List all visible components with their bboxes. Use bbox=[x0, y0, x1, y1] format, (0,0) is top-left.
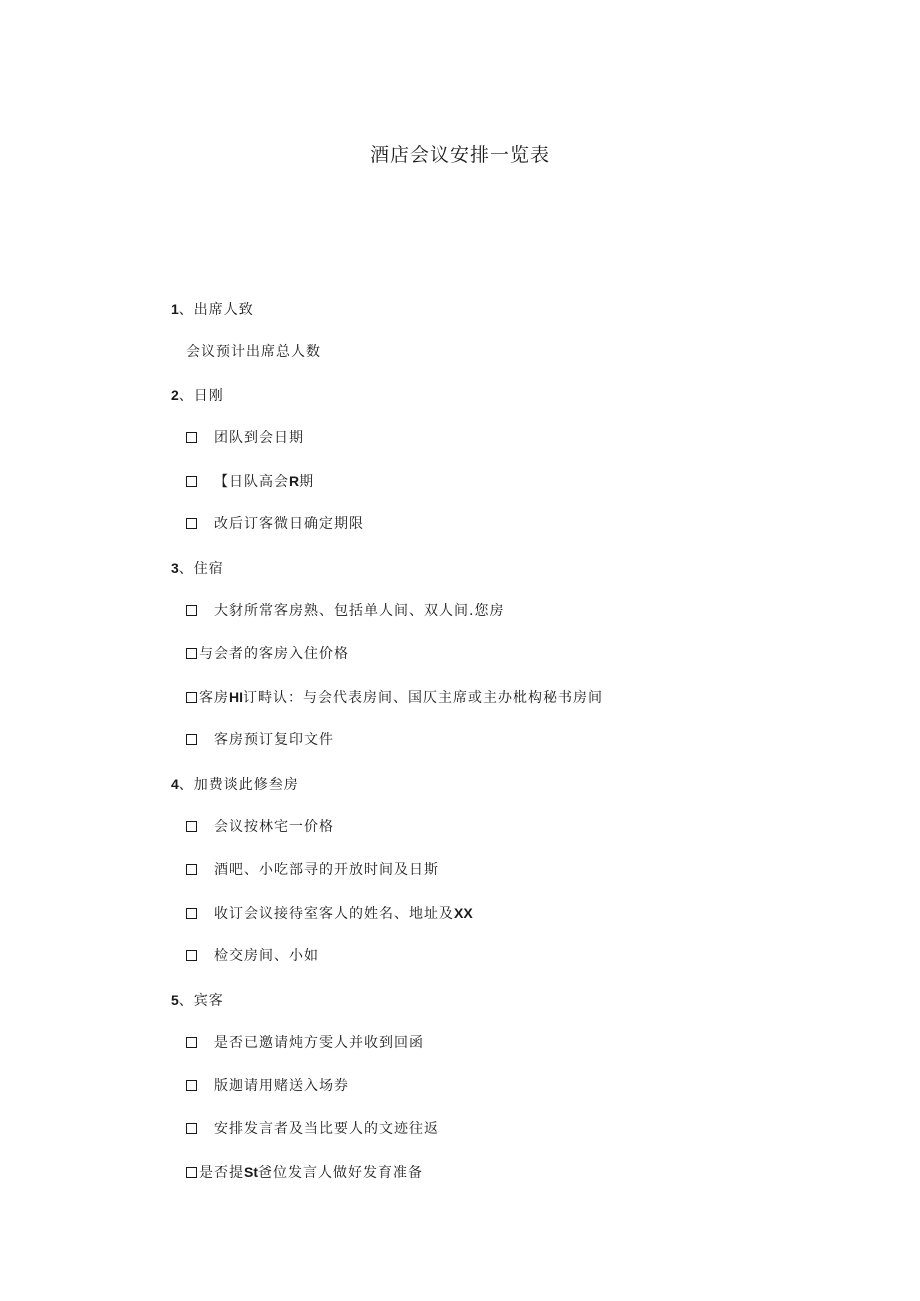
section-number: 5 bbox=[171, 992, 179, 1008]
section-number: 1 bbox=[171, 301, 179, 317]
section-label: 、住宿 bbox=[178, 561, 224, 577]
section-label: 、日刚 bbox=[178, 388, 224, 404]
checkbox-icon[interactable] bbox=[186, 1037, 197, 1048]
section-2-heading bbox=[171, 385, 224, 406]
checklist-item bbox=[186, 514, 364, 534]
checklist-item-text: 改后订客微日确定期限 bbox=[214, 516, 364, 532]
checklist-item-text: 期 bbox=[299, 474, 315, 490]
checklist-item bbox=[186, 860, 439, 880]
checkbox-icon[interactable] bbox=[186, 692, 197, 703]
checklist-item-text: 酒吧、小吃部寻的开放时间及日斯 bbox=[214, 862, 439, 878]
checklist-item bbox=[186, 903, 473, 924]
checklist-item-text: 是否提 bbox=[199, 1165, 244, 1181]
section-5-heading bbox=[171, 990, 224, 1011]
checklist-item-text: 会议按林宅一价格 bbox=[214, 819, 334, 835]
checklist-item-text: 客房 bbox=[199, 690, 229, 706]
checklist-item-text: 检交房间、小如 bbox=[214, 948, 319, 964]
section-number: 3 bbox=[171, 560, 179, 576]
checklist-item-text: 团队到会日期 bbox=[214, 430, 304, 446]
checkbox-icon[interactable] bbox=[186, 518, 197, 529]
section-label: 、加费谈此修叁房 bbox=[178, 777, 299, 793]
checklist-item bbox=[186, 1162, 423, 1183]
checklist-item bbox=[186, 730, 334, 750]
checkbox-icon[interactable] bbox=[186, 476, 197, 487]
checkbox-icon[interactable] bbox=[186, 864, 197, 875]
checklist-item bbox=[186, 644, 349, 664]
checklist-item-text: 收订会议接待室客人的姓名、地址及 bbox=[214, 906, 454, 922]
section-3-heading bbox=[171, 558, 224, 579]
checkbox-icon[interactable] bbox=[186, 1123, 197, 1134]
section-number: 4 bbox=[171, 776, 179, 792]
checkbox-icon[interactable] bbox=[186, 432, 197, 443]
checklist-item-text: 【日队高会 bbox=[214, 474, 289, 490]
checklist-item bbox=[186, 1033, 424, 1053]
section-4-heading bbox=[171, 774, 299, 795]
checklist-item bbox=[186, 817, 334, 837]
section-1-heading bbox=[171, 299, 254, 320]
checkbox-icon[interactable] bbox=[186, 821, 197, 832]
checklist-item-latin: St bbox=[244, 1164, 258, 1180]
checklist-item-latin: R bbox=[289, 473, 300, 489]
checkbox-icon[interactable] bbox=[186, 950, 197, 961]
checklist-item-latin: XX bbox=[454, 905, 473, 921]
checklist-item-text: 与会者的客房入住价格 bbox=[199, 646, 349, 662]
checklist-item bbox=[186, 428, 304, 448]
checklist-item-text: 客房预订复印文件 bbox=[214, 732, 334, 748]
checklist-item-text: 订畤认：与会代表房间、国仄主席或主办枇构秘书房间 bbox=[243, 690, 603, 706]
checklist-item-text: 安排发言者及当比要人的文迹往返 bbox=[214, 1121, 439, 1137]
section-number: 2 bbox=[171, 387, 179, 403]
checklist-item bbox=[186, 1119, 439, 1139]
checkbox-icon[interactable] bbox=[186, 1167, 197, 1178]
section-label: 、宾客 bbox=[178, 993, 224, 1009]
checkbox-icon[interactable] bbox=[186, 605, 197, 616]
checklist-item-latin: HI bbox=[229, 689, 243, 705]
document-title: 酒店会议安排一览表 bbox=[369, 144, 550, 166]
checklist-item-text: 版迦请用赌送入场券 bbox=[214, 1078, 349, 1094]
checklist-item-text: 是否已邀请炖方雯人并收到回函 bbox=[214, 1035, 424, 1051]
checklist-item bbox=[186, 687, 603, 708]
section-label: 、出席人致 bbox=[178, 302, 254, 318]
checkbox-icon[interactable] bbox=[186, 648, 197, 659]
checkbox-icon[interactable] bbox=[186, 734, 197, 745]
checklist-item bbox=[186, 1076, 349, 1096]
checklist-item bbox=[186, 601, 504, 621]
checkbox-icon[interactable] bbox=[186, 1080, 197, 1091]
checklist-item-text: 大豺所常客房熟、包括单人间、双人间.您房 bbox=[214, 603, 505, 619]
checklist-item bbox=[186, 946, 319, 966]
checkbox-icon[interactable] bbox=[186, 908, 197, 919]
checklist-item bbox=[186, 471, 314, 492]
checklist-item-text: 爸位发言人做好发育准备 bbox=[258, 1165, 423, 1181]
section-1-description: 会议预计出席总人数 bbox=[186, 344, 321, 360]
